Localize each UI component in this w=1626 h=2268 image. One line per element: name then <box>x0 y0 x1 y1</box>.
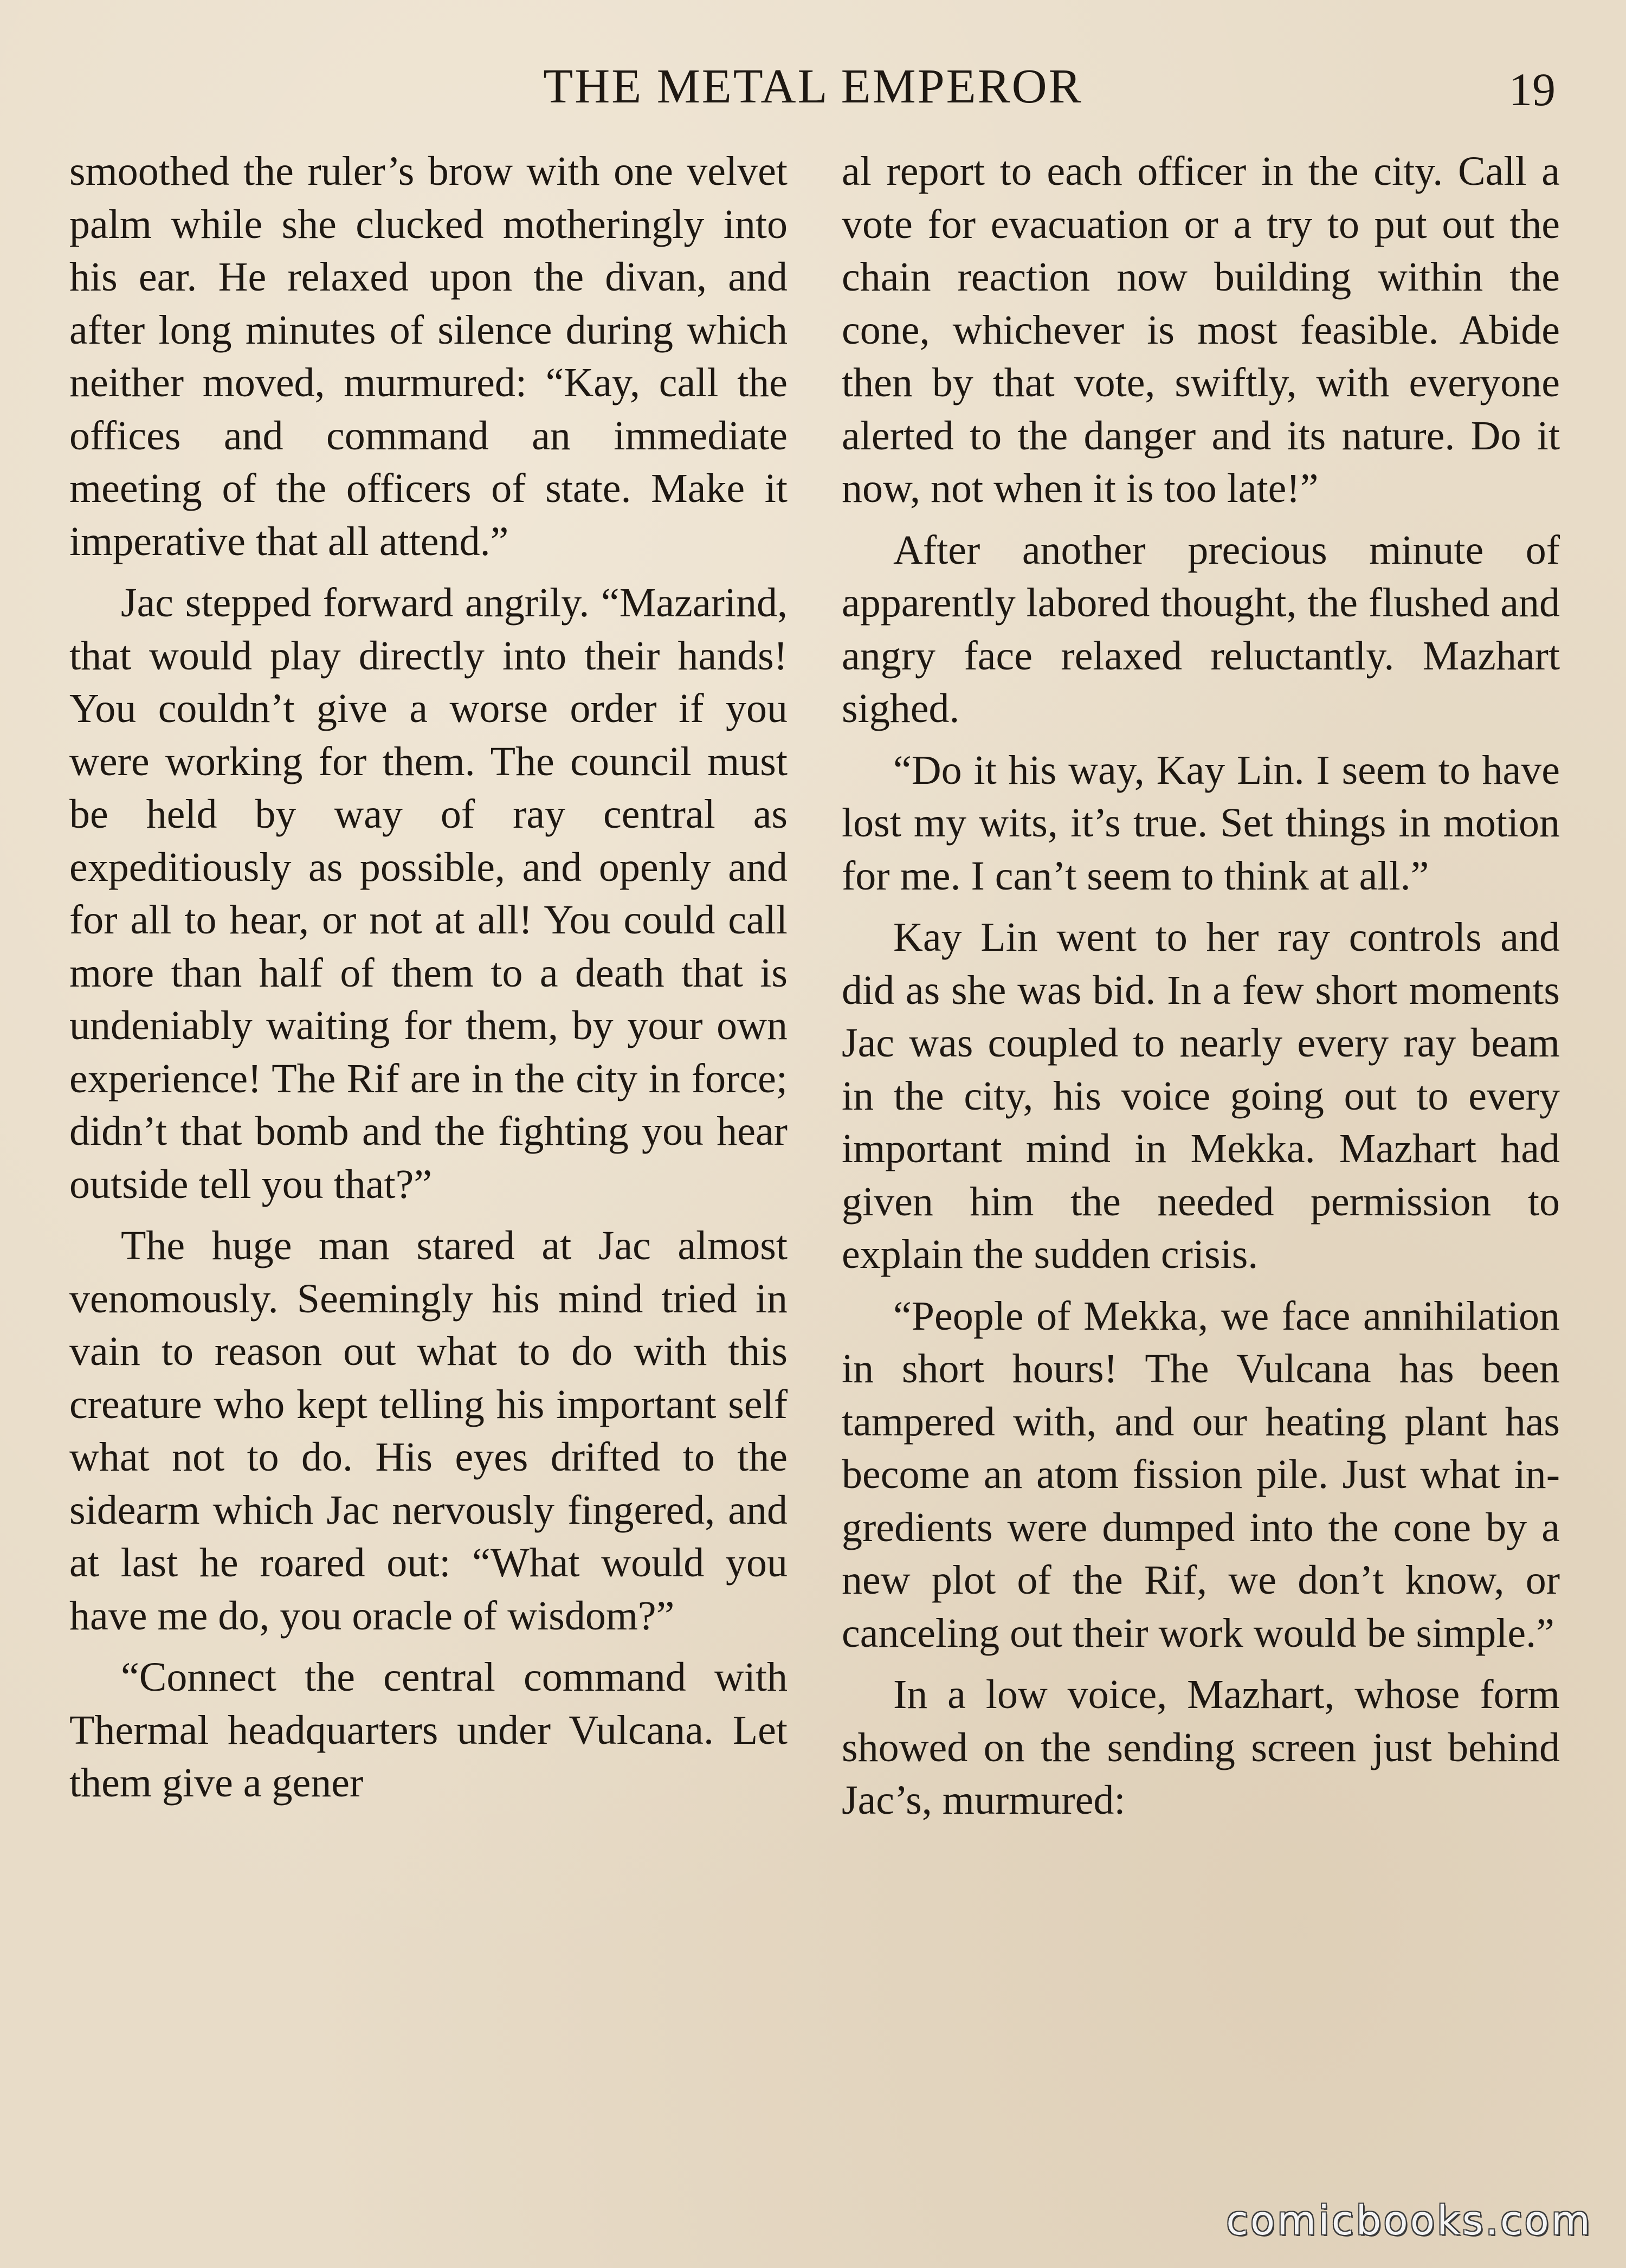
paragraph: al report to each officer in the city. Call a vote for evacuation or a try to put out the chain reaction now building within the cone, whichever is most feasible. Abide then by that vote, swiftly, with everyone alerted to the danger and its nature. Do it now, not when it is too late!” <box>842 149 1560 511</box>
left-column <box>69 145 788 1819</box>
paragraph: Jac stepped forward angrily. “Mazarind, that would play directly into their hands! You couldn’t give a worse order if you were working for them. The council must be held by way of ray central as expeditiously as possible, and openly and for all to hear, or not at all! You could call more than half of them to a death that is undeniably waiting for them, by your own experience! The Rif are in the city in force; didn’t that bomb and the fighting you hear outside tell you that?” <box>69 580 788 1207</box>
paragraph: “Do it his way, Kay Lin. I seem to have lost my wits, it’s true. Set things in motion for me. I can’t seem to think at all.” <box>842 747 1560 899</box>
paragraph: “People of Mekka, we face annihilation in short hours! The Vulcana has been tampered with, and our heating plant has become an atom fission pile. Just what ingredients were dumped into the cone by a new plot of the Rif, we don’t know, or canceling out their work would be simple.” <box>842 1293 1560 1656</box>
paragraph: The huge man stared at Jac almost venomously. Seemingly his mind tried in vain to reason out what to do with this creature who kept telling his important self what not to do. His eyes drifted to the sidearm which Jac nervously fingered, and at last he roared out: “What would you have me do, you oracle of wisdom?” <box>69 1223 788 1639</box>
site-watermark: comicbooks.com <box>1226 2198 1592 2244</box>
running-title: THE METAL EMPEROR <box>543 60 1083 113</box>
paragraph: Kay Lin went to her ray controls and did as she was bid. In a few short moments Jac was coupled to nearly every ray beam in the city, his voice going out to every important mind in Mekka. Mazhart had given him the needed permission to explain the sudden crisis. <box>842 914 1560 1277</box>
paragraph: smoothed the ruler’s brow with one velvet palm while she clucked motheringly into his ear. He relaxed upon the divan, and after long minutes of silence during which neither moved, murmured: “Kay, call the offices and command an immediate meeting of the officers of state. Make it imperative that all attend.” <box>69 149 788 564</box>
paragraph: After another precious minute of apparently labored thought, the flushed and angry face relaxed reluctantly. Mazhart sighed. <box>842 527 1560 731</box>
paragraph: In a low voice, Mazhart, whose form showed on the sending screen just behind Jac’s, murmured: <box>842 1672 1560 1823</box>
right-column <box>842 145 1560 1836</box>
page-header <box>0 51 1626 122</box>
paragraph: “Connect the central command with Thermal headquarters under Vulcana. Let them give a gener <box>69 1654 788 1806</box>
page-number: 19 <box>1509 63 1556 115</box>
